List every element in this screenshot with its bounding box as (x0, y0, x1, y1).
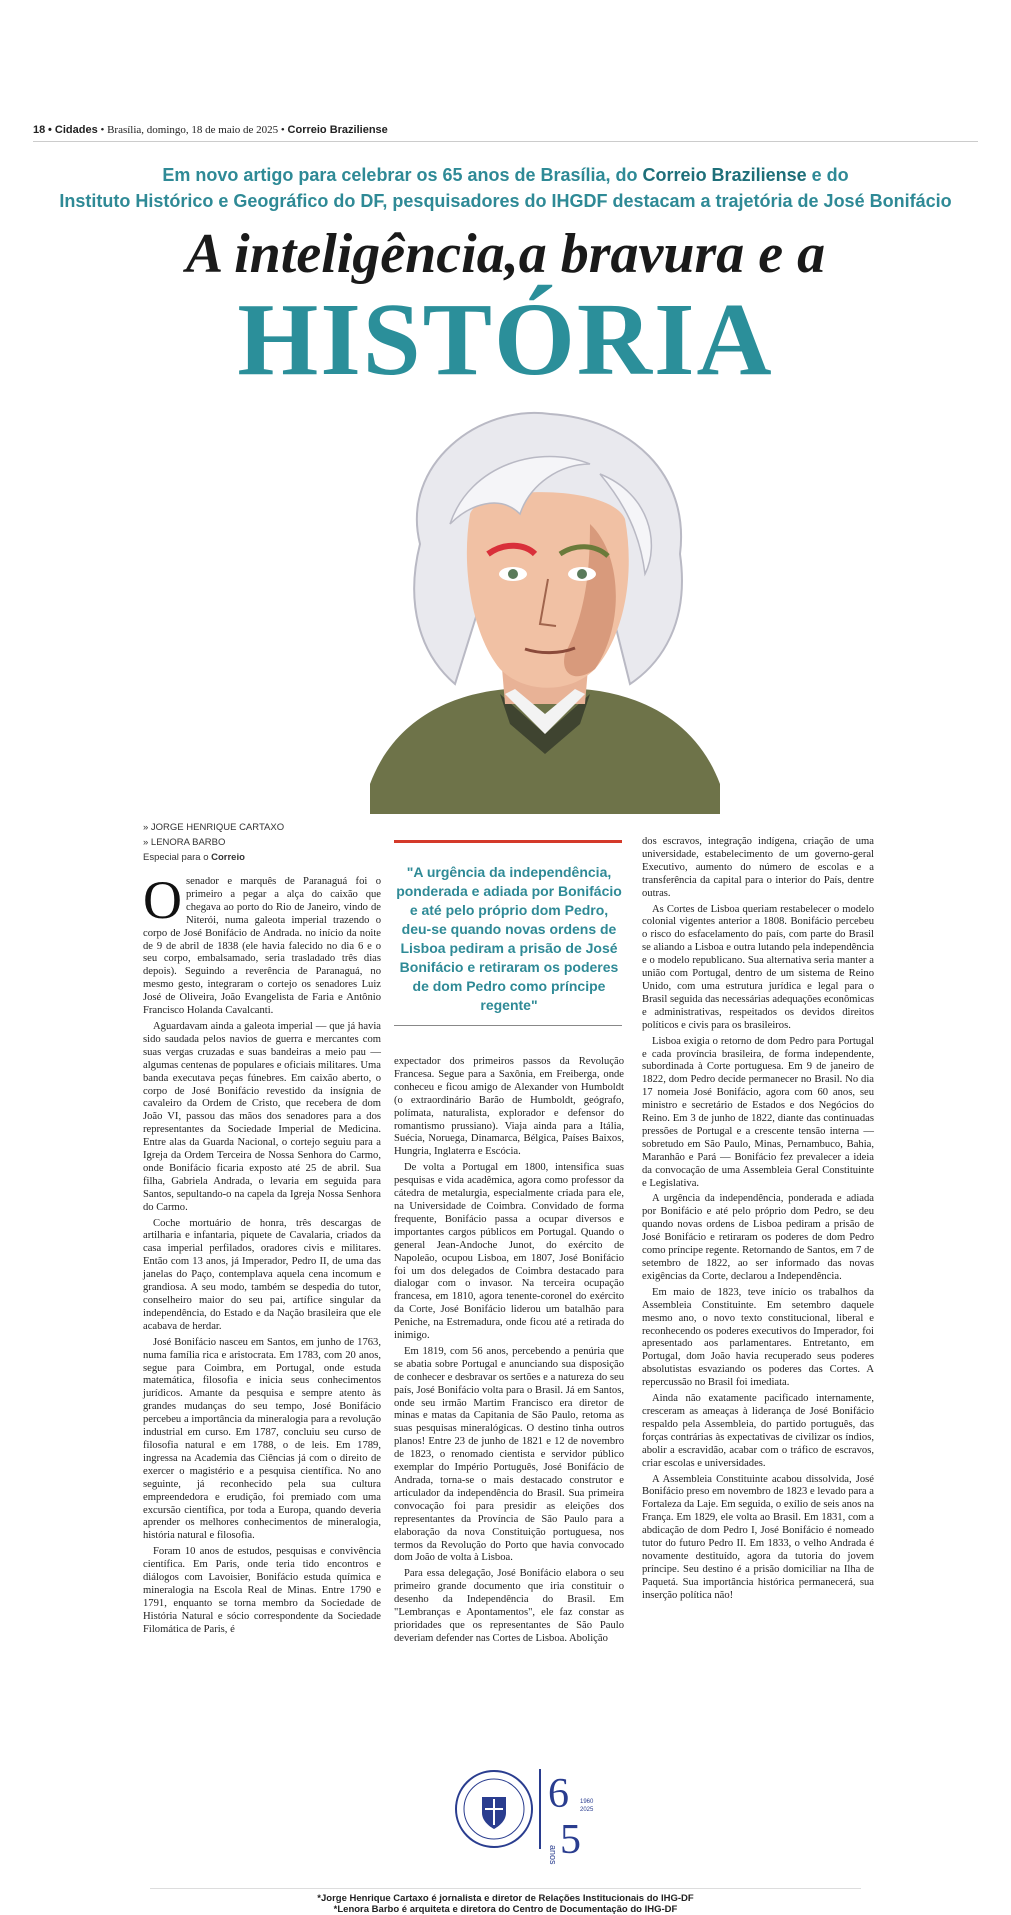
kicker-line-2: Instituto Histórico e Geográfico do DF, pesquisadores do IHGDF destacam a trajetória de José Bonifácio (59, 191, 952, 211)
pullquote (394, 840, 624, 1026)
byline-special-prefix: Especial para o (143, 852, 212, 863)
footnote-1 (0, 1893, 1011, 1904)
section-name: Cidades (54, 124, 98, 136)
footnote-1-text: é jornalista e diretor de Relações Institucionais do IHG-DF (428, 1893, 694, 1904)
article-paragraph: A urgência da independência, ponderada e adiada por Bonifácio e até pelo próprio dom Pedro, se deu quando novas ordens de Lisboa pediram a prisão de José Bonifácio e retiraram os poderes de dom Pedro como príncipe regente. Retornando de Santos, em 7 de setembro de 1822, ao ser informado das novas exigências da Corte, declarou a Independência. (642, 1193, 874, 1282)
article-paragraph: Para essa delegação, José Bonifácio elabora o seu primeiro grande documento que iria constituir o desenho da Independência do Brasil. Em "Lembranças e Apontamentos", ele faz constar as prioridades que os representantes de São Paulo deveriam defender nas Cortes de Lisboa. Abolição (394, 1568, 624, 1644)
article-paragraph: Aguardavam ainda a galeota imperial — que já havia sido saudada pelos navios de guerra e mercantes com suas vergas cruzadas e suas bandeiras a meio pau — algumas centenas de populares e oficiais militares. Uma banda executava peças fúnebres. Em caixão aberto, o corpo de José Bonifácio revestido da insígnia de cavaleiro da Ordem de Cristo, que recebera de dom João VI, passou das mãos dos senadores para a dos representantes da Sociedade Imperial de Medicina. Entre alas da Guarda Nacional, o cortejo seguiu para a Igreja da Ordem Terceira de Nossa Senhora do Carmo, onde Bonifácio ficaria exposto até 25 de abril. Sua filha, Gabriela Andrada, o levaria em seguida para Santos, sepultando-o na capela da Igreja Nossa Senhora do Carmo. (143, 1020, 381, 1213)
article-paragraph: Ainda não exatamente pacificado internamente, cresceram as ameaças à liderança de José Bonifácio respaldo pela Assembleia, do partido português, das forças contrárias às expectativas de civilizar os índios, abolir a escravidão, acabar com o tráfico de escravos, criar escolas e universidades. (642, 1393, 874, 1469)
dropcap: O (143, 870, 182, 930)
article-paragraph: Foram 10 anos de estudos, pesquisas e convivência científica. Em Paris, onde teria tido encontros e diálogos com Lavoisier, Bonifácio estuda química e mineralogia na Escola Real de Minas. Entre 1790 e 1791, enquanto se torna membro da Sociedade de História Natural e sócio correspondente da Sociedade Filomática de Paris, é (143, 1546, 381, 1635)
article-paragraph (143, 870, 381, 1018)
folio: 18 • Cidades • Brasília, domingo, 18 de maio de 2025 • Correio Braziliense (33, 124, 388, 136)
article-column-1 (143, 870, 381, 1640)
logo-year-top: 1960 (580, 1799, 594, 1805)
kicker (40, 162, 971, 214)
byline-author-2: » LENORA BARBO (143, 837, 226, 848)
ihgdf-seal-icon (456, 1771, 532, 1847)
logo-word: anos (548, 1845, 558, 1865)
article-paragraph: Lisboa exigia o retorno de dom Pedro para Portugal e cada província brasileira, de forma independente, subordinada à Corte portuguesa. Em 9 de janeiro de 1822, dom Pedro decide permanecer no Brasil. No dia 17 nomeia José Bonifácio, agora com 60 anos, seu ministro e secretário de Estados e dos Negócios do Reino. Em 3 de junho de 1822, diante das continuadas pressões de Portugal e a crescente tensão interna — sobretudo em São Paulo, Minas, Pernambuco, Bahia, Maranhão e Pará — Bonifácio fez prevalecer a ideia da convocação de uma Assembleia Geral Constituinte e Legislativa. (642, 1035, 874, 1189)
page-number: 18 (33, 124, 46, 136)
pullquote-rule-bottom (394, 1025, 622, 1026)
footnote-2-text: é arquiteta e diretora do Centro de Documentação do IHG-DF (399, 1904, 678, 1915)
top-rule (33, 141, 978, 142)
byline (143, 820, 284, 865)
bottom-rule (150, 1888, 861, 1889)
kicker-brand: Correio Braziliense (642, 165, 807, 185)
footnote-2-name: *Lenora Barbo (333, 1904, 400, 1915)
pullquote-text: "A urgência da independência, ponderada e adiada por Bonifácio e até pelo próprio dom Pedro, deu-se quando novas ordens de Lisboa pediram a prisão de José Bonifácio e retiraram os poderes de dom Pedro como príncipe regente" (396, 864, 622, 1013)
paper-name: Correio Braziliense (287, 124, 388, 136)
paragraph-text: senador e marquês de Paranaguá foi o primeiro a pegar a alça do caixão que chegava ao porto do Rio de Janeiro, vindo de Niterói, numa galeota imperial trazendo o corpo de José Bonifácio de Andrada. no início da noite de 9 de abril de 1838 (ele havia falecido no dia 6 e o seu corpo, embalsamado, seria trasladado três dias depois). Seguindo a reverência de Paranaguá, no mesmo gesto, integraram o cortejo os senadores Luiz José de Oliveira, João Evangelista de Faria e Antônio Francisco Holanda Cavalcanti. (143, 876, 381, 1017)
article-column-2 (394, 1056, 624, 1649)
article-paragraph: Em maio de 1823, teve início os trabalhos da Assembleia Constituinte. Em setembro daquele mesmo ano, o novo texto constitucional, liberal e reconhecendo os poderes executivos do Imperador, foi apresentado aos parlamentares. Entretanto, em Portugal, dom João havia recuperado seus poderes absolutistas esvaziando os poderes das Cortes. A repercussão no Brasil foi imediata. (642, 1286, 874, 1389)
ihgdf-65-anos-logo (452, 1749, 612, 1869)
byline-author-1: » JORGE HENRIQUE CARTAXO (143, 822, 285, 833)
article-paragraph: Em 1819, com 56 anos, percebendo a penúria que se abatia sobre Portugal e anunciando sua disposição de conhecer e desbravar os sertões e a natureza do seu país, José Bonifácio volta para o Brasil. Já em Santos, onde seu irmão Martim Francisco era diretor de minas e matas da Capitania de São Paulo, retoma as suas pesquisas mineralógicas. O destino tinha outros planos! Entre 23 de junho de 1821 e 12 de novembro de 1823, o renomado cientista e servidor público exemplar do Império Português, José Bonifácio de Andrada, torna-se o mais destacado construtor e articulador da independência do Brasil. Sua primeira convocação foi para presidir as eleições dos representantes da Província de São Paulo para a elaboração da nova Constituição portuguesa, nos termos da Revolução do Porto que havia convocado dom João de volta à Lisboa. (394, 1345, 624, 1564)
portrait-illustration (360, 404, 730, 814)
footnote-2 (0, 1904, 1011, 1915)
footnote-1-name: *Jorge Henrique Cartaxo (317, 1893, 429, 1904)
article-paragraph: As Cortes de Lisboa queriam restabelecer o modelo colonial vigentes anterior a 1808. Bonifácio percebeu o risco do esfacelamento do país, com parte do Brasil se aliando a Lisboa e outra lutando pela independência e o modelo republicano. Sua alternativa seria manter a união com Portugal, dentro de um sistema de Reino Unido, com uma estrutura jurídica e legal para o Brasil seguida das necessárias adequações econômicas e administrativas, respeitados os devidos direitos políticos e civis para os brasileiros. (642, 903, 874, 1031)
byline-special-brand: Correio (211, 852, 245, 863)
headline-line-2: HISTÓRIA (237, 282, 774, 397)
logo-digit-6: 6 (548, 1771, 569, 1817)
pullquote-rule-top (394, 840, 622, 843)
article-paragraph: José Bonifácio nasceu em Santos, em junho de 1763, numa família rica e aristocrata. Em 1783, com 20 anos, segue para Coimbra, em Portugal, onde estuda matemática, filosofia e inicia seus conhecimentos jurídicos. Amante da pesquisa e sempre atento às grandes mudanças do seu tempo, José Bonifácio percebeu a importância da mineralogia para a revolução industrial em curso. Em 1787, concluiu seu curso de filosofia natural e em 1788, o de leis. Em 1789, ingressa na Academia das Ciências já com o direito de exercer o magistério e a pesquisa científica. No ano seguinte, já reconhecido pela sua cultura empreendedora e erudição, foi premiado com uma excursão científica, por toda a Europa, quando deveria aprender os melhores conhecimentos de mineralogia, história natural e filosofia. (143, 1336, 381, 1542)
dateline: Brasília, domingo, 18 de maio de 2025 (107, 124, 279, 136)
article-paragraph: Coche mortuário de honra, três descargas de artilharia e infantaria, piquete de Cavalaria, criados da casa imperial perfilados, oradores civis e militares. Então com 13 anos, já Imperador, Pedro II, de uma das janelas do Paço, contemplava aquela cena incomum e grandiosa. A seu modo, também se despedia do tutor, conselheiro maior do seu pai, artífice singular da independência, do Estado e da Nação brasileira que ele acabava de herdar. (143, 1217, 381, 1332)
headline-line-1: A inteligência,a bravura e a (185, 223, 826, 285)
logo-year-bottom: 2025 (580, 1807, 594, 1813)
article-paragraph: expectador dos primeiros passos da Revolução Francesa. Segue para a Saxônia, em Freiberga, onde conheceu e ficou amigo de Alexander von Humboldt (o extraordinário Barão de Humboldt, geógrafo, polímata, naturalista, explorador e defensor do romantismo prussiano). Viaja ainda para a Itália, Suécia, Noruega, Dinamarca, Bélgica, Países Baixos, Hungria, Inglaterra e Escócia. (394, 1056, 624, 1158)
article-paragraph: A Assembleia Constituinte acabou dissolvida, José Bonifácio preso em novembro de 1823 e levado para a Fortaleza da Laje. Em seguida, o exílio de seis anos na França. Em 1829, ele volta ao Brasil. Em 1831, com a abdicação de dom Pedro I, José Bonifácio é nomeado tutor do futuro Pedro II. Em 1833, o velho Andrada é novamente destituído, agora da tutoria do jovem príncipe. Seu destino é a prisão domiciliar na Ilha de Paquetá. Sua importância histórica permanecerá, sua inserção política não! (642, 1473, 874, 1601)
article-paragraph: De volta a Portugal em 1800, intensifica suas pesquisas e vida acadêmica, agora como professor da cátedra de metalurgia, especialmente criada para ele, na Universidade de Coimbra. Convidado de forma frequente, Bonifácio passa a ocupar diversos e importantes cargos públicos em Portugal. Quando o general Jean-Andoche Junot, do exército de Napoleão, ocupou Lisboa, em 1807, José Bonifácio foi um dos delegados de Coimbra destacado para dialogar com o invasor. Na terceira ocupação francesa, em 1810, agora tenente-coronel do exército da Corte, José Bonifácio liderou um batalhão para Peniche, na Estremadura, onde ficou até a retirada do inimigo. (394, 1162, 624, 1342)
kicker-text-1: Em novo artigo para celebrar os 65 anos de Brasília, do (162, 165, 643, 185)
logo-digit-5: 5 (560, 1817, 581, 1863)
kicker-text-2: e do (806, 165, 849, 185)
article-paragraph: dos escravos, integração indígena, criação de uma universidade, estabelecimento de um governo-geral Executivo, aumento do número de escolas e a transferência da capital para o interior do País, dentre outras. (642, 836, 874, 899)
article-column-3 (642, 836, 874, 1606)
byline-special (143, 850, 284, 865)
